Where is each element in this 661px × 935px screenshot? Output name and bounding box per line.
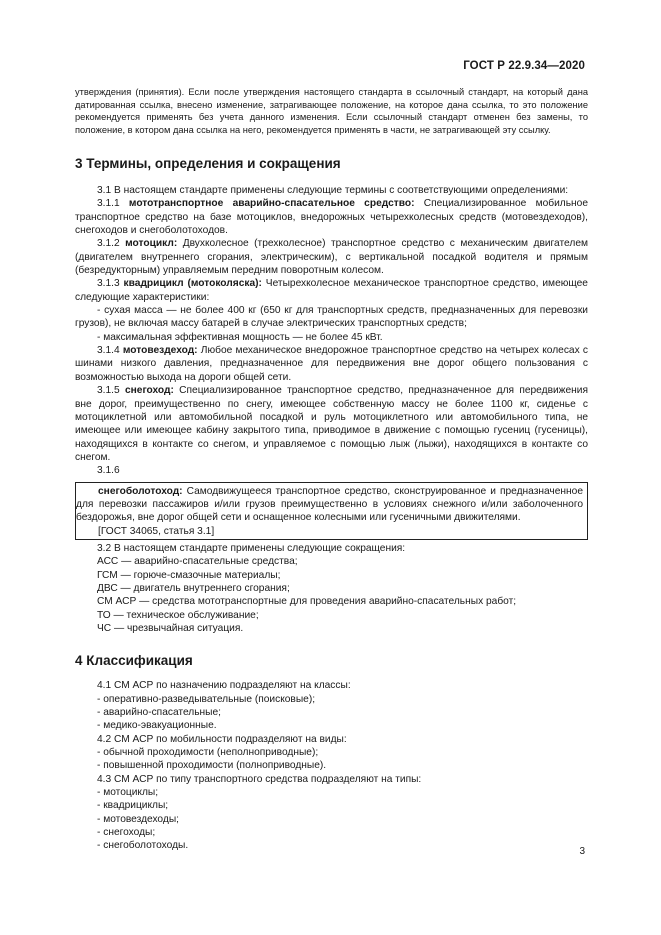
list-item: - аварийно-спасательные; bbox=[97, 707, 221, 719]
term-3-1-4 bbox=[75, 344, 588, 384]
term-definition: Самодвижущееся транспортное средство, сконструированное и предназначенное для перевозки пассажиров и/или грузов преимущественно в условиях снежного и/или заболоченного бездорожья, вне дорог общей сети и оснащенное колесными или гусеничными движителями. bbox=[76, 485, 583, 524]
abbreviation-item: ТО — техническое обслуживание; bbox=[97, 609, 259, 621]
list-item: - сухая масса — не более 400 кг (650 кг для транспортных средств, предназначенных для перевозки грузов), не включая массу батарей в случае электрических транспортных средств; bbox=[75, 305, 588, 330]
term-3-1-3 bbox=[75, 277, 588, 304]
abbreviation-item: СМ АСР — средства мототранспортные для проведения аварийно-спасательных работ; bbox=[97, 596, 517, 608]
section-4-title: 4 Классификация bbox=[75, 653, 193, 669]
para-4-3: 4.3 СМ АСР по типу транспортного средства подразделяют на типы: bbox=[97, 773, 422, 785]
list-item: - повышенной проходимости (полноприводные). bbox=[97, 760, 327, 772]
term-3-1-6-number: 3.1.6 bbox=[97, 465, 120, 477]
term-number: 3.1.5 bbox=[97, 385, 125, 397]
list-item: - снегоболотоходы. bbox=[97, 840, 189, 852]
list-item: - медико-эвакуационные. bbox=[97, 720, 217, 732]
abbreviation-item: ДВС — двигатель внутреннего сгорания; bbox=[97, 582, 290, 594]
list-item: - обычной проходимости (неполноприводные); bbox=[97, 747, 319, 759]
term-number: 3.1.1 bbox=[97, 198, 129, 210]
term-definition: Специализированное мобильное транспортное средство на базе мотоциклов, внедорожных четырехколесных средств (мотовездеходов), снегоходов и снегоболотоходов. bbox=[75, 198, 588, 237]
term-source-reference: [ГОСТ 34065, статья 3.1] bbox=[98, 525, 215, 537]
term-definition: Двухколесное (трехколесное) транспортное средство с механическим двигателем (двигателем внутреннего сгорания, электрическим), с вертикальной посадкой водителя и прямым (безредукторным) управляемым передним поворотным колесом. bbox=[75, 238, 588, 277]
intro-block bbox=[75, 86, 588, 136]
term-3-1-2 bbox=[75, 237, 588, 277]
term-definition: Специализированное транспортное средство, предназначенное для передвижения вне дорог, преимущественно по снегу, имеющее собственную массу не более 1100 кг, сиденье с мотоциклетной или автомобильной посадкой и руль мотоциклетного или автомобильного типа, не имеющее или имеющее кабину закрытого типа, приводимое в движение с помощью гусениц (гусеницы), находящихся в контакте со снегом, и управляемое с помощью лыж (лыжи), находящихся в контакте со снегом. bbox=[75, 385, 588, 463]
quoted-term-box bbox=[75, 482, 588, 540]
page-number: 3 bbox=[579, 846, 585, 857]
term-name: снегоболотоход: bbox=[98, 485, 183, 497]
term-3-1-1 bbox=[75, 197, 588, 237]
list-item: - квадрициклы; bbox=[97, 800, 169, 812]
term-name: квадрицикл (мотоколяска): bbox=[123, 278, 262, 290]
para-4-1: 4.1 СМ АСР по назначению подразделяют на классы: bbox=[97, 680, 351, 692]
para-3-1: 3.1 В настоящем стандарте применены следующие термины с соответствующими определениями: bbox=[97, 185, 569, 196]
term-name: мотоцикл: bbox=[125, 238, 178, 250]
list-item: - мотоциклы; bbox=[97, 787, 159, 799]
list-item: - максимальная эффективная мощность — не более 45 кВт. bbox=[97, 331, 383, 343]
term-name: мототранспортное аварийно-спасательное средство: bbox=[128, 198, 415, 210]
term-number: 3.1.2 bbox=[97, 238, 126, 250]
abbreviation-item: ЧС — чрезвычайная ситуация. bbox=[97, 623, 244, 634]
para-3-2: 3.2 В настоящем стандарте применены следующие сокращения: bbox=[97, 542, 406, 554]
list-item: - снегоходы; bbox=[97, 827, 156, 839]
intro-paragraph: утверждения (принятия). Если после утверждения настоящего стандарта в ссылочный стандарт, на который дана датированная ссылка, внесено изменение, затрагивающее положение, на которое дана ссылка, то это положение рекомендуется применять без учета данного изменения. Если ссылочный стандарт отменен без замены, то положение, в котором дана ссылка на него, рекомендуется применять в части, не затрагивающей эту ссылку. bbox=[75, 87, 588, 135]
term-3-1-5 bbox=[75, 384, 588, 464]
document-header-id: ГОСТ Р 22.9.34—2020 bbox=[463, 60, 585, 72]
list-item: - мотовездеходы; bbox=[97, 813, 179, 825]
term-name: снегоход: bbox=[124, 385, 174, 397]
para-4-2: 4.2 СМ АСР по мобильности подразделяют на виды: bbox=[97, 733, 347, 745]
abbreviation-item: ГСМ — горюче-смазочные материалы; bbox=[97, 569, 281, 581]
term-definition: Любое механическое внедорожное транспортное средство на четырех колесах с шинами низкого давления, предназначенное для передвижения вне дорог общего пользования с возможностью выхода на дороги общей сети. bbox=[75, 345, 588, 383]
term-definition: Четырехколесное механическое транспортное средство, имеющее следующие характеристики: bbox=[75, 278, 588, 303]
term-number: 3.1.4 bbox=[97, 345, 123, 357]
section-3 bbox=[75, 155, 588, 853]
list-item: - оперативно-разведывательные (поисковые); bbox=[97, 693, 316, 705]
term-number: 3.1.3 bbox=[97, 278, 124, 290]
abbreviation-item: АСС — аварийно-спасательные средства; bbox=[97, 556, 298, 568]
section-3-title: 3 Термины, определения и сокращения bbox=[75, 156, 341, 171]
term-name: мотовездеход: bbox=[122, 345, 198, 357]
term-3-1-6 bbox=[76, 485, 583, 525]
